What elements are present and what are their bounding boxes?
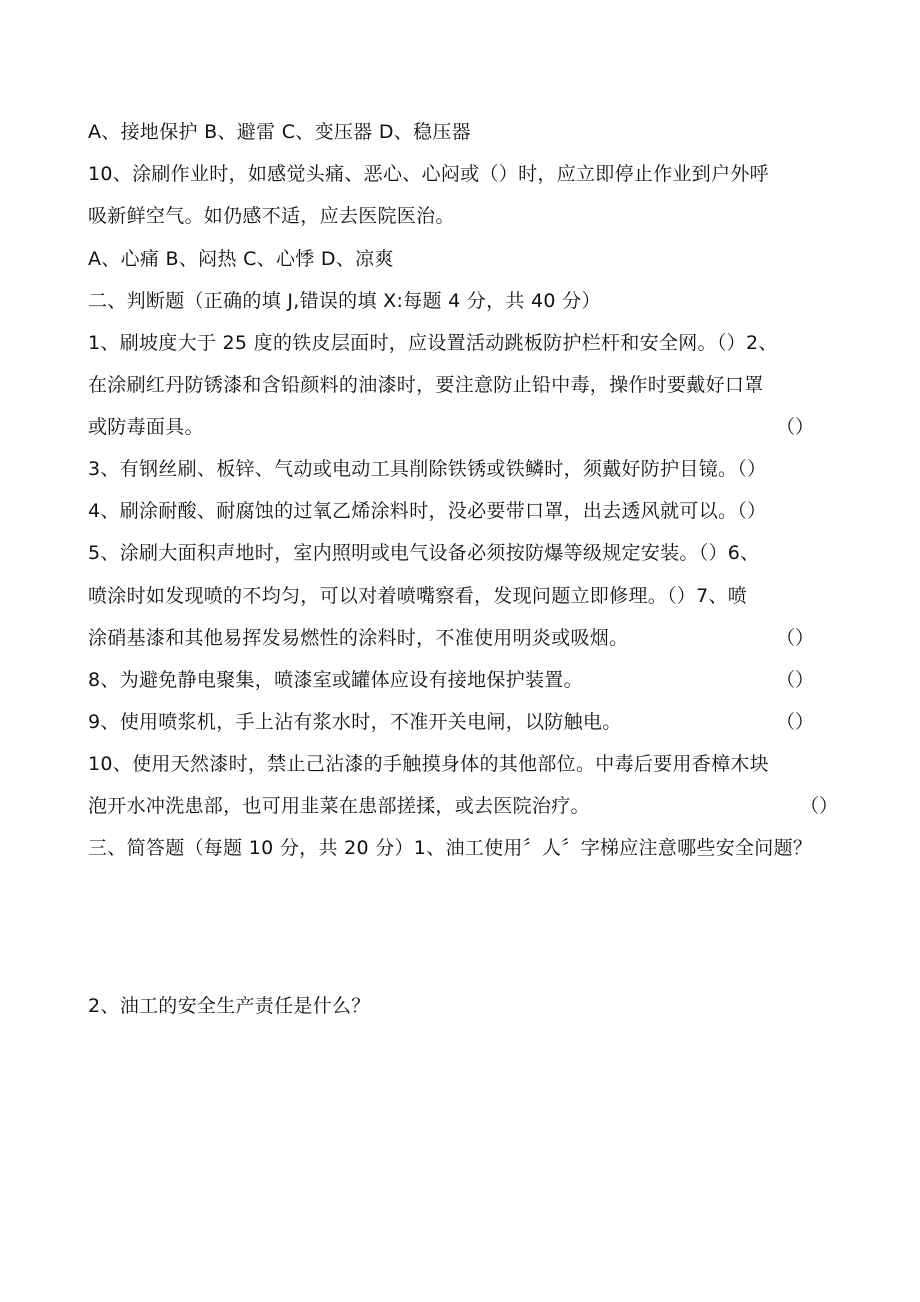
tf-q10-answer-blank: （）	[800, 795, 839, 817]
short-answer-q2: 2、油工的安全生产责任是什么？	[88, 995, 371, 1017]
tf-q2-line2: 或防毒面具。	[88, 416, 204, 438]
tf-q2-line1: 在涂刷红丹防锈漆和含铅颜料的油漆时，要注意防止铅中毒，操作时要戴好口罩	[88, 374, 764, 396]
tf-q9-line: 9、使用喷浆机，手上沾有浆水时，不准开关电闸，以防触电。	[88, 711, 622, 733]
q10-text-line1: 10、涂刷作业时，如感觉头痛、恶心、心闷或（）时，应立即停止作业到户外呼	[88, 163, 769, 185]
tf-q1-line: 1、刷坡度大于 25 度的铁皮层面时，应设置活动跳板防护栏杆和安全网。（）2、	[88, 332, 778, 354]
tf-q7-answer-blank: （）	[776, 627, 815, 649]
section-3-heading: 三、简答题（每题 10 分，共 20 分）1、油工使用〞人〞字梯应注意哪些安全问题？	[88, 837, 813, 859]
tf-q2-answer-blank: （）	[776, 416, 815, 438]
q10-options: A、心痛 B、闷热 C、心悸 D、凉爽	[88, 248, 394, 270]
tf-q7-line: 涂硝基漆和其他易挥发易燃性的涂料时，不准使用明炎或吸烟。	[88, 627, 629, 649]
tf-q5-line: 5、涂刷大面积声地时，室内照明或电气设备必须按防爆等级规定安装。（）6、	[88, 542, 760, 564]
tf-q6-line: 喷涂时如发现喷的不均匀，可以对着喷嘴察看，发现问题立即修理。（）7、喷	[88, 585, 748, 607]
tf-q10-line2: 泡开水冲洗患部，也可用韭菜在患部搓揉，或去医院治疗。	[88, 795, 590, 817]
tf-q8-line: 8、为避免静电聚集，喷漆室或罐体应设有接地保护装置。	[88, 669, 583, 691]
tf-q4-line: 4、刷涂耐酸、耐腐蚀的过氧乙烯涂料时，没必要带口罩，出去透风就可以。（）	[88, 500, 767, 522]
tf-q9-answer-blank: （）	[776, 711, 815, 733]
tf-q3-line: 3、有钢丝刷、板锌、气动或电动工具削除铁锈或铁鳞时，须戴好防护目镜。（）	[88, 458, 767, 480]
q9-options: A、接地保护 B、避雷 C、变压器 D、稳压器	[88, 121, 471, 143]
section-2-heading: 二、判断题（正确的填 J,错误的填 X:每题 4 分，共 40 分）	[88, 290, 601, 312]
tf-q10-line1: 10、使用天然漆时，禁止己沾漆的手触摸身体的其他部位。中毒后要用香樟木块	[88, 753, 769, 775]
q10-text-line2: 吸新鲜空气。如仍感不适，应去医院医治。	[88, 205, 455, 227]
tf-q8-answer-blank: （）	[776, 669, 815, 691]
